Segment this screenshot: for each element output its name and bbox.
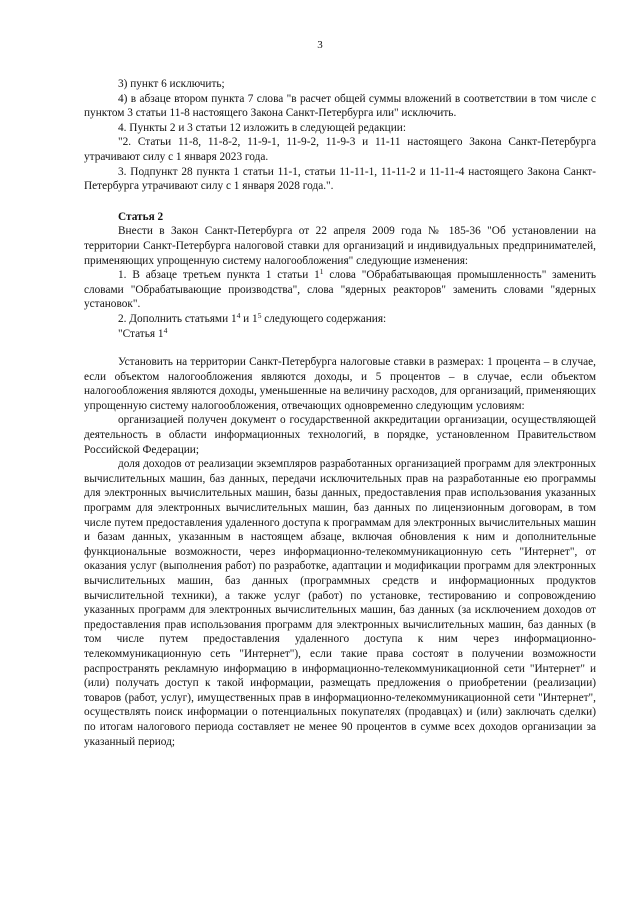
paragraph: 3. Подпункт 28 пункта 1 статьи 11-1, статьи 11-11-1, 11-11-2 и 11-11-4 настоящего Закона Санкт-Петербурга утрачивают силу с 1 января 2028 года.".	[84, 165, 596, 193]
paragraph: 4. Пункты 2 и 3 статьи 12 изложить в следующей редакции:	[118, 121, 406, 134]
paragraph: "2. Статьи 11-8, 11-8-2, 11-9-1, 11-9-2, 11-9-3 и 11-11 настоящего Закона Санкт-Петербурга утрачивают силу с 1 января 2023 года.	[84, 136, 596, 163]
page-number: 3	[317, 39, 323, 51]
amendment-item-2: 2. Дополнить статьями $1^4$ и $1^5$ следующего содержания:	[118, 310, 387, 325]
paragraph: 4) в абзаце втором пункта 7 слова "в расчет общей суммы вложений в соответствии в том числе с пунктом 3 статьи 11-8 настоящего Закона Санкт-Петербурга или" исключить.	[84, 92, 596, 120]
article-heading: Статья 2	[118, 210, 164, 223]
document-body	[84, 77, 596, 749]
paragraph: организацией получен документ о государственной аккредитации организации, осуществляющей деятельность в области информационных технологий, в порядке, установленном Правительством Российской Федерации;	[84, 414, 596, 456]
new-article-title: "Статья $1^4$	[118, 325, 168, 340]
amendment-item-1: 1. В абзаце третьем пункта 1 статьи $1^1$ слова "Обрабатывающая промышленность" заменить словами "Обрабатывающие производства", слова "ядерных реакторов" заменить словами "ядерных установок".	[84, 267, 596, 311]
paragraph: Установить на территории Санкт-Петербурга налоговые ставки в размерах: 1 процента – в случае, если объектом налогообложения являются доходы, и 5 процентов – в случае, если объектом налогообложения являются доходы, уменьшенные на величину расходов, для организаций, применяющих упрощенную систему налогообложения, отвечающих одновременно следующим условиям:	[84, 356, 596, 412]
article-intro: Внести в Закон Санкт-Петербурга от 22 апреля 2009 года № 185-36 "Об установлении на территории Санкт-Петербурга налоговой ставки для организаций и индивидуальных предпринимателей, применяющих упрощенную систему налогообложения" следующие изменения:	[84, 225, 596, 267]
paragraph: доля доходов от реализации экземпляров разработанных организацией программ для электронных вычислительных машин, баз данных, передачи исключительных прав на разработанные ею программы для электронных вычислительных машин, базы данных, предоставления прав использования указанных программ для электронных вычислительных машин, баз данных по лицензионным договорам, в том числе путем предоставления удаленного доступа к программам для электронных вычислительных машин и базам данных, указанным в настоящем абзаце, включая обновления к ним и дополнительные функциональные возможности, через информационно-телекоммуникационную сеть "Интернет", от оказания услуг (выполнения работ) по разработке, адаптации и модификации программ для электронных вычислительных машин, баз данных (программных средств и информационных продуктов вычислительной техники), а также услуг (работ) по установке, тестированию и сопровождению указанных программ для электронных вычислительных машин, баз данных (за исключением доходов от предоставления прав использования программ для электронных вычислительных машин, баз данных (в том числе путем предоставления удаленного доступа к ним через информационно-телекоммуникационную сеть "Интернет"), если такие права состоят в получении возможности распространять рекламную информацию в информационно-телекоммуникационной сети "Интернет" и (или) получать доступ к такой информации, размещать предложения о приобретении (реализации) товаров (работ, услуг), имущественных прав в информационно-телекоммуникационной сети "Интернет", осуществлять поиск информации о потенциальных покупателях (продавцах) и (или) заключать сделки) по итогам налогового периода составляет не менее 90 процентов в сумме всех доходов организации за указанный период;	[84, 458, 596, 748]
paragraph: 3) пункт 6 исключить;	[118, 78, 225, 90]
